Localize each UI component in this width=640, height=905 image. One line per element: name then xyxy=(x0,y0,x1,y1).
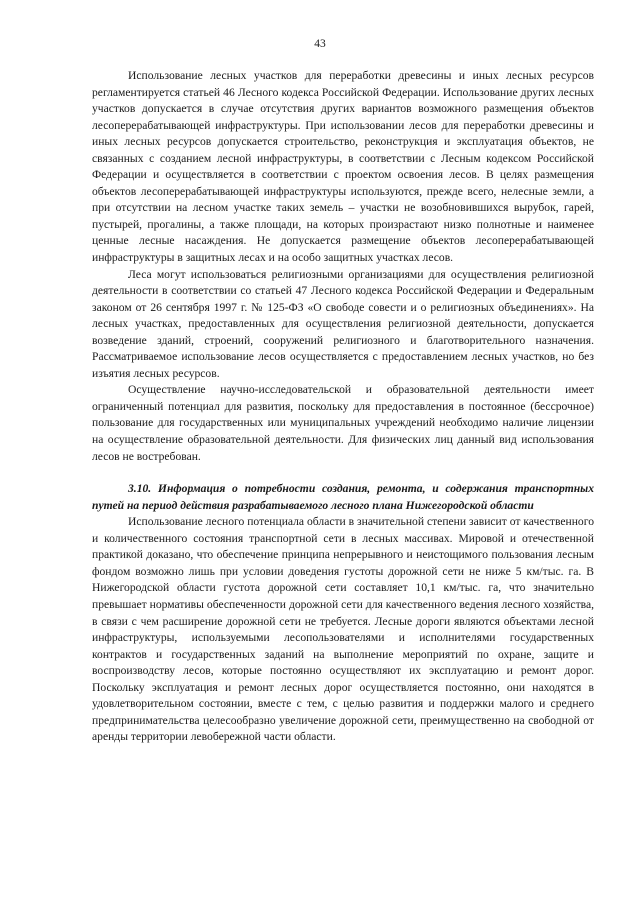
paragraph-lesopererabotka: Использование лесных участков для переработки древесины и иных лесных ресурсов регламентируется статьей 46 Лесного кодекса Российской Федерации. Использование других лесных участков допускается в случае отсутствия других вариантов возможного размещения объектов лесоперерабатывающей инфраструктуры. При использовании лесов для переработки древесины и иных лесных ресурсов допускается строительство, реконструкция и эксплуатация объектов, не связанных с созданием лесной инфраструктуры, в соответствии с Лесным кодексом Российской Федерации и осуществляется в соответствии с проектом освоения лесов. В целях размещения объектов лесоперерабатывающей инфраструктуры используются, прежде всего, нелесные земли, а при отсутствии на лесном участке таких земель – участки не возобновившихся вырубок, гарей, пустырей, прогалины, а также площади, на которых произрастают низко полнотные и наименее ценные лесные насаждения. Не допускается размещение объектов лесоперерабатывающей инфраструктуры в защитных лесах и на особо защитных участках лесов. xyxy=(92,69,594,265)
section-heading-3-10: 3.10. Информация о потребности создания, ремонта, и содержания транспортных путей на период действия разрабатываемого лесного плана Нижегородской области xyxy=(92,482,594,512)
page-content xyxy=(92,68,594,746)
page-number: 43 xyxy=(314,38,326,50)
paragraph-nauchno-obrazovatelnaya: Осуществление научно-исследовательской и образовательной деятельности имеет ограниченный потенциал для развития, поскольку для предоставления в постоянное (бессрочное) пользование для государственных или муниципальных учреждений необходимо наличие лицензии на осуществление образовательной деятельности. Для физических лиц данный вид использования лесов не востребован. xyxy=(92,383,594,463)
section-spacer xyxy=(92,465,594,481)
paragraph-transportnaya-set: Использование лесного потенциала области в значительной степени зависит от качественного и количественного состояния транспортной сети в лесных массивах. Мировой и отечественной практикой доказано, что обеспечение принципа непрерывного и неистощимого пользования лесным фондом возможно лишь при условии доведения густоты дорожной сети не ниже 5 км/тыс. га. В Нижегородской области густота дорожной сети составляет 10,1 км/тыс. га, что значительно превышает нормативы обеспеченности дорожной сети для качественного ведения лесного хозяйства, в связи с чем расширение дорожной сети не требуется. Лесные дороги являются объектами лесной инфраструктуры, используемыми лесопользователями и исполнителями государственных контрактов и государственных заданий на выполнение мероприятий по охране, защите и воспроизводству лесов, которые постоянно осуществляют их эксплуатацию и ремонт дорог. Поскольку эксплуатация и ремонт лесных дорог осуществляется постоянно, они находятся в удовлетворительном состоянии, вместе с тем, с целью развития и поддержки малого и среднего предпринимательства целесообразно увеличение дорожной сети, преимущественно на свободной от аренды территории левобережной части области. xyxy=(92,515,594,744)
paragraph-religioznaya-deyatelnost: Леса могут использоваться религиозными организациями для осуществления религиозной деятельности в соответствии со статьей 47 Лесного кодекса Российской Федерации и Федеральным законом от 26 сентября 1997 г. № 125-ФЗ «О свободе совести и о религиозных объединениях». На лесных участках, предоставленных для осуществления религиозной деятельности, допускается возведение зданий, строений, сооружений религиозного и благотворительного назначения. Рассматриваемое использование лесов осуществляется с предоставлением лесных участков, но без изъятия лесных ресурсов. xyxy=(92,267,594,380)
